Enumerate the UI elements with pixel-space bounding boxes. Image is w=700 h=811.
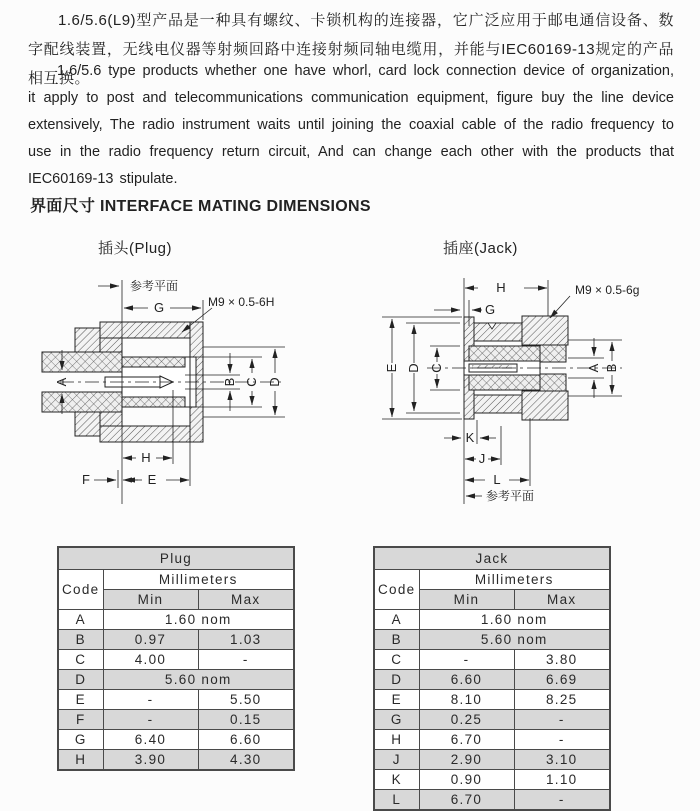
table-row (374, 690, 610, 710)
table-row (58, 710, 294, 730)
cell-max: 5.50 (198, 690, 294, 710)
plug-braid-bottom (42, 392, 122, 412)
plug-braid-top (42, 352, 122, 372)
cell-min: 4.00 (103, 650, 198, 670)
plug-shell-top (100, 322, 203, 338)
table-row (374, 650, 610, 670)
jack-socket-slot (472, 365, 512, 368)
cell-code: C (58, 650, 103, 670)
cell-code: B (374, 630, 419, 650)
jack-dim-a: A (586, 363, 601, 373)
cell-max: 3.10 (514, 750, 610, 770)
cell-code: H (374, 730, 419, 750)
cell-max: 1.03 (198, 630, 294, 650)
unit-header: Millimeters (103, 570, 294, 590)
cell-max: - (514, 790, 610, 811)
jack-dim-j: J (478, 451, 486, 466)
cell-min: 0.25 (419, 710, 514, 730)
cell-code: G (58, 730, 103, 750)
jack-dim-g: G (484, 302, 496, 317)
table-row (374, 630, 610, 650)
plug-dim-h: H (141, 450, 151, 465)
table-row (374, 750, 610, 770)
plug-ref-plane-label: 参考平面 (130, 279, 179, 293)
cell-code: F (58, 710, 103, 730)
table-row (374, 730, 610, 750)
cell-value: 1.60 nom (419, 610, 610, 630)
jack-thread-label: M9 × 0.5-6g (575, 283, 640, 297)
jack-dim-d: D (406, 363, 421, 373)
plug-dim-f: F (82, 472, 90, 487)
jack-insulator-top (469, 346, 540, 361)
plug-insulator-top (122, 357, 185, 367)
table-header-row (58, 570, 294, 590)
cell-max: 8.25 (514, 690, 610, 710)
table-row (374, 670, 610, 690)
section-heading: 界面尺寸 INTERFACE MATING DIMENSIONS (30, 198, 371, 215)
cell-max: 1.10 (514, 770, 610, 790)
table-header-row (374, 570, 610, 590)
plug-dim-a: A (54, 377, 69, 387)
table-row (374, 790, 610, 811)
plug-dim-d: D (267, 377, 282, 387)
cell-min: 6.70 (419, 790, 514, 811)
jack-dim-k: K (465, 430, 475, 445)
plug-shell-bottom (100, 426, 203, 442)
jack-caption: 插座(Jack) (443, 240, 518, 257)
cell-code: B (58, 630, 103, 650)
jack-dim-c: C (429, 363, 444, 373)
jack-technical-drawing (372, 268, 672, 523)
cell-code: J (374, 750, 419, 770)
plug-caption: 插头(Plug) (98, 240, 173, 257)
cell-max: 6.60 (198, 730, 294, 750)
cell-code: A (58, 610, 103, 630)
jack-dim-h: H (496, 280, 506, 295)
jack-thread-top (522, 316, 568, 345)
cell-max: 3.80 (514, 650, 610, 670)
cell-code: D (374, 670, 419, 690)
jack-ref-plane-label: 参考平面 (486, 489, 535, 503)
cell-max: 6.69 (514, 670, 610, 690)
code-header: Code (58, 570, 103, 610)
table-row (374, 610, 610, 630)
table-row (58, 650, 294, 670)
cell-code: C (374, 650, 419, 670)
cell-value: 5.60 nom (419, 630, 610, 650)
cell-code: D (58, 670, 103, 690)
jack-dim-b: B (604, 363, 619, 373)
min-header: Min (103, 590, 198, 610)
cell-min: 6.60 (419, 670, 514, 690)
table-row (374, 770, 610, 790)
cell-max: 4.30 (198, 750, 294, 771)
table-title: Jack (374, 547, 610, 570)
cell-min: 6.70 (419, 730, 514, 750)
cell-min: 0.90 (419, 770, 514, 790)
cell-code: K (374, 770, 419, 790)
plug-dim-g: G (153, 300, 165, 315)
max-header: Max (514, 590, 610, 610)
cell-max: - (514, 710, 610, 730)
min-header: Min (419, 590, 514, 610)
cell-code: E (58, 690, 103, 710)
max-header: Max (198, 590, 294, 610)
plug-dimensions-table (57, 546, 295, 771)
table-row (58, 750, 294, 771)
jack-dim-e: E (384, 363, 399, 373)
code-header: Code (374, 570, 419, 610)
plug-dim-b: B (222, 377, 237, 387)
cell-code: A (374, 610, 419, 630)
table-row (374, 710, 610, 730)
cell-code: E (374, 690, 419, 710)
intro-paragraph-en: 1.6/5.6 type products whether one have whorl, card lock connection device of organization, it apply to post and telecommunications communication equipment, figure buy the line device extensively, The radio instrument waits until joining the coaxial cable of the radio frequency to use in the radio frequency return circuit, And can change each other with the products that IEC60169-13 stipulate. (28, 63, 674, 187)
table-row (58, 690, 294, 710)
jack-dimensions-table (373, 546, 611, 811)
plug-thread-label: M9 × 0.5-6H (208, 295, 275, 309)
cell-min: - (419, 650, 514, 670)
cell-code: H (58, 750, 103, 771)
plug-technical-drawing (30, 272, 330, 522)
table-row (58, 670, 294, 690)
jack-cable-bottom (540, 374, 566, 391)
cell-min: 3.90 (103, 750, 198, 771)
cell-code: G (374, 710, 419, 730)
table-row (58, 610, 294, 630)
table-title-row (58, 547, 294, 570)
cell-min: - (103, 710, 198, 730)
table-title: Plug (58, 547, 294, 570)
plug-step-top (100, 338, 122, 352)
cell-min: 0.97 (103, 630, 198, 650)
table-row (58, 630, 294, 650)
jack-insulator-bottom (469, 375, 540, 390)
jack-dim-l: L (493, 472, 501, 487)
plug-dim-e: E (147, 472, 157, 487)
cell-code: L (374, 790, 419, 811)
cell-value: 1.60 nom (103, 610, 294, 630)
unit-header: Millimeters (419, 570, 610, 590)
cell-min: 2.90 (419, 750, 514, 770)
plug-insulator-bottom (122, 397, 185, 407)
table-title-row (374, 547, 610, 570)
plug-dim-c: C (244, 377, 259, 387)
plug-step-bottom (100, 412, 122, 426)
cell-value: 5.60 nom (103, 670, 294, 690)
cell-min: 6.40 (103, 730, 198, 750)
cell-max: 0.15 (198, 710, 294, 730)
jack-cable-top (540, 345, 566, 362)
cell-max: - (514, 730, 610, 750)
table-row (58, 730, 294, 750)
jack-thread-bottom (522, 391, 568, 420)
cell-min: 8.10 (419, 690, 514, 710)
intro-paragraph-zh: 1.6/5.6(L9)型产品是一种具有螺纹、卡锁机构的连接器，它广泛应用于邮电通信设备、数字配线装置，无线电仪器等射频回路中连接射频同轴电缆用，并能与IEC60169-13规定的产品相互换。 (28, 12, 674, 87)
cell-max: - (198, 650, 294, 670)
cell-min: - (103, 690, 198, 710)
